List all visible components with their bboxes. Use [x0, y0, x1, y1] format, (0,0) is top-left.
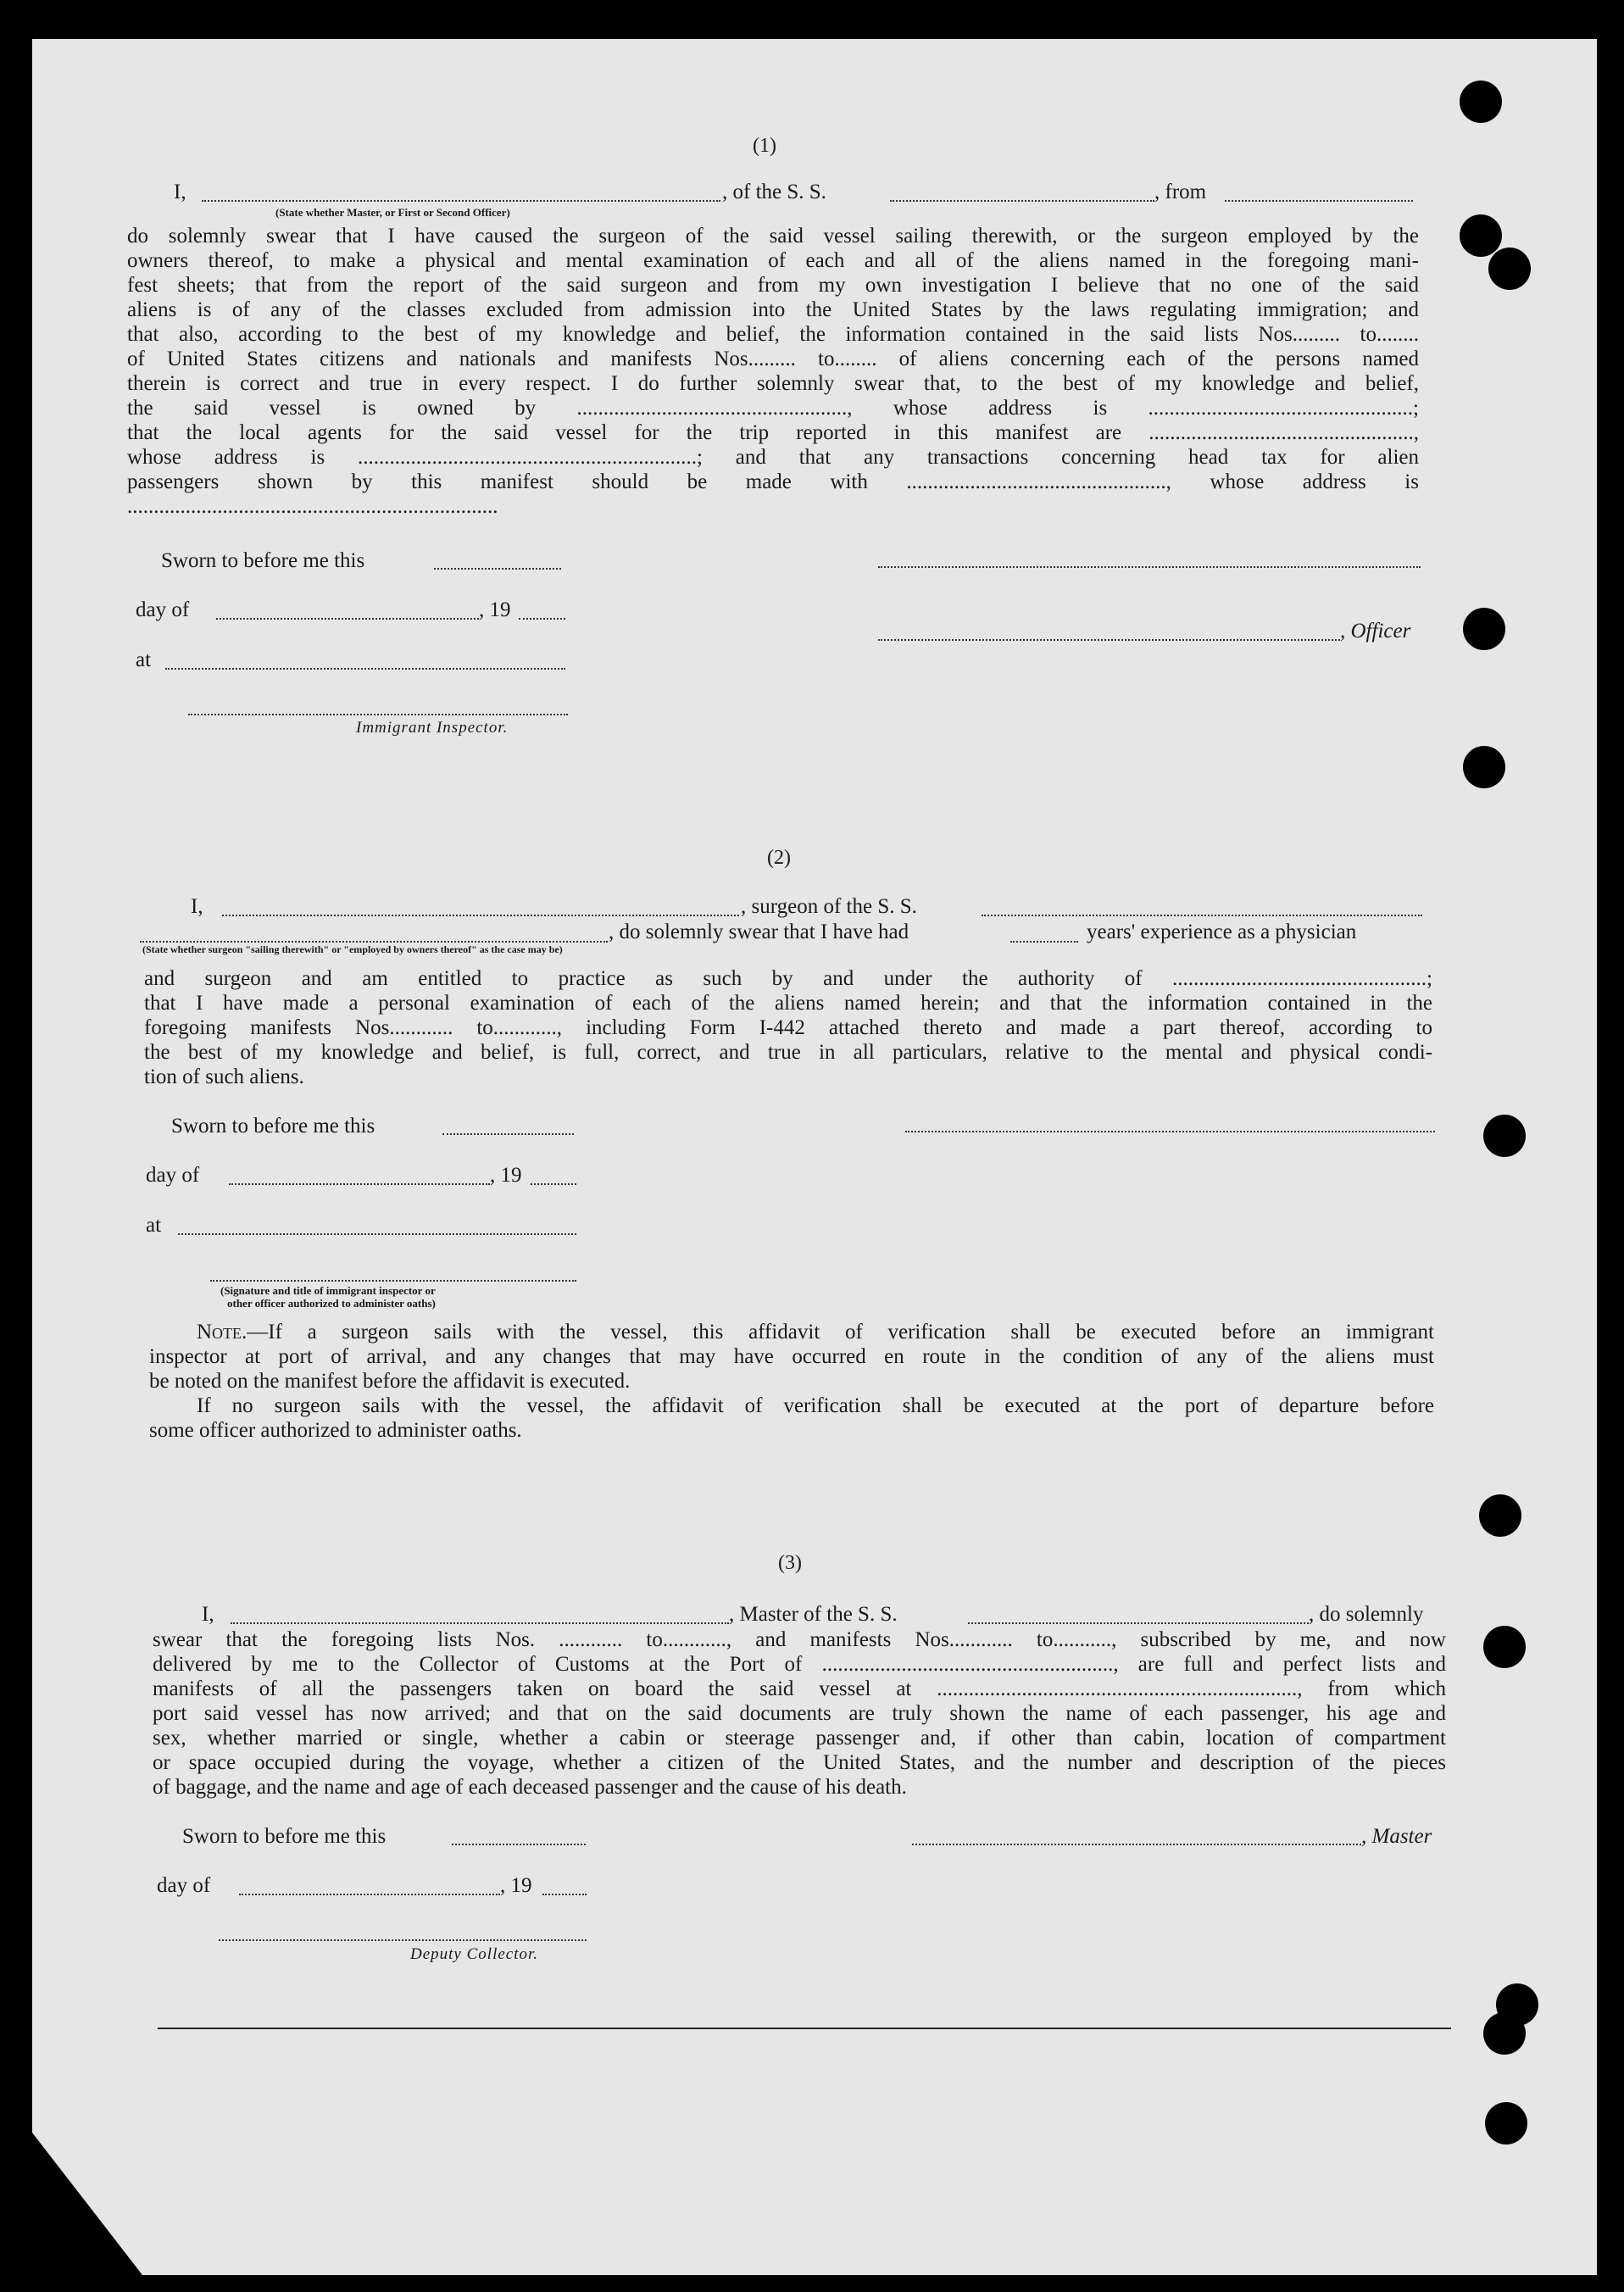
s2-surgeon-label: , surgeon of the S. S.: [741, 895, 917, 918]
s2-note-line: be noted on the manifest before the affidavit is executed.: [149, 1370, 631, 1393]
s2-note-line-1: [197, 1320, 1434, 1344]
s1-para-line: owners thereof, to make a physical and mental examination of each and all of the aliens named in the foregoing mani-: [127, 249, 1419, 272]
s2-year-label: , 19: [490, 1164, 522, 1187]
s2-inspector-signature-line[interactable]: [210, 1280, 576, 1282]
s2-note2-line: If no surgeon sails with the vessel, the affidavit of verification shall be executed at the port of departure before: [197, 1394, 1434, 1417]
punch-hole: [1463, 608, 1505, 650]
section-1-number: (1): [753, 135, 776, 157]
s3-master-sig-label: , Master: [1361, 1825, 1432, 1848]
s1-year-label: , 19: [479, 598, 511, 621]
s1-inspector-label: Immigrant Inspector.: [356, 719, 509, 737]
s2-sworn-label: Sworn to before me this: [171, 1115, 375, 1138]
s2-day-field[interactable]: [229, 1183, 490, 1185]
s3-para-line: port said vessel has now arrived; and that on the said documents are truly shown the name of each passenger, his age and: [153, 1702, 1446, 1725]
s2-note-line: inspector at port of arrival, and any changes that may have occurred en route in the condition of any of the aliens must: [149, 1345, 1434, 1368]
s2-para-line: the best of my knowledge and belief, is full, correct, and true in all particulars, relative to the mental and physical condi-: [144, 1041, 1432, 1064]
s1-sworn-date-field[interactable]: [434, 568, 561, 570]
s2-years-label: years' experience as a physician: [1087, 921, 1357, 943]
s2-at-label: at: [146, 1214, 162, 1237]
s1-at-label: at: [136, 648, 152, 671]
punch-hole: [1460, 214, 1502, 257]
s2-caption-surgeon: (State whether surgeon "sailing therewith" or "employed by owners thereof" as the case may be): [142, 943, 563, 955]
s3-para-line: delivered by me to the Collector of Customs at the Port of ......................................................., are full and perfect lists and: [153, 1653, 1446, 1676]
s1-para-line: aliens is of any of the classes excluded from admission into the United States by the laws regulating immigration; and: [127, 298, 1419, 321]
s1-day-of-label: day of: [136, 598, 190, 621]
s3-para-line: or space occupied during the voyage, whether a citizen of the United States, and the number and description of the pieces: [153, 1751, 1446, 1774]
s1-ship-name-field[interactable]: [890, 200, 1154, 202]
s2-surgeon-name-field[interactable]: [222, 915, 739, 916]
s3-master-name-field[interactable]: [231, 1622, 729, 1624]
s3-sworn-label: Sworn to before me this: [182, 1825, 387, 1848]
s1-i-label: I,: [174, 181, 186, 203]
s2-sworn-date-field[interactable]: [442, 1133, 574, 1135]
s1-from-label: , from: [1154, 181, 1207, 203]
s1-inspector-signature-line[interactable]: [188, 714, 568, 715]
s2-surgeon-signature-line[interactable]: [905, 1131, 1435, 1132]
s1-from-field[interactable]: [1225, 200, 1413, 202]
punch-hole: [1488, 248, 1531, 290]
punch-hole: [1483, 1115, 1526, 1157]
s2-note2-line: some officer authorized to administer oaths.: [149, 1419, 522, 1442]
punch-hole: [1460, 81, 1502, 123]
punch-hole: [1485, 2102, 1527, 2145]
s1-caption-master: (State whether Master, or First or Second Officer): [275, 206, 510, 219]
s1-at-field[interactable]: [165, 668, 565, 670]
s3-ship-name-field[interactable]: [968, 1622, 1309, 1624]
punch-hole: [1483, 1626, 1526, 1668]
s1-para-line: that the local agents for the said vessel for the trip reported in this manifest are ..................................................,: [127, 421, 1419, 444]
s2-para-line: tion of such aliens.: [144, 1065, 304, 1088]
s1-para-line: fest sheets; that from the report of the said surgeon and from my own investigation I believe that no one of the said: [127, 274, 1419, 297]
s2-ship-name-field[interactable]: [982, 915, 1422, 916]
s3-year-label: , 19: [500, 1874, 532, 1897]
s3-para-line: of baggage, and the name and age of each deceased passenger and the cause of his death.: [153, 1776, 907, 1799]
s1-para-line: of United States citizens and nationals and manifests Nos......... to........ of aliens concerning each of the persons named: [127, 348, 1419, 370]
s1-para-line: do solemnly swear that I have caused the surgeon of the said vessel sailing therewith, or the surgeon employed by the: [127, 225, 1419, 248]
s3-year-field[interactable]: [542, 1894, 587, 1895]
s1-para-line: the said vessel is owned by ..................................................., whose address is ..................................................;: [127, 397, 1419, 420]
bottom-rule: [158, 2028, 1451, 2029]
s3-swear-label: , do solemnly: [1309, 1603, 1424, 1626]
s3-deputy-label: Deputy Collector.: [410, 1945, 539, 1963]
s3-para-line: sex, whether married or single, whether a cabin or steerage passenger and, if other than cabin, location of compartment: [153, 1727, 1446, 1750]
s2-note-label: Note.: [197, 1321, 247, 1343]
s2-i-label: I,: [191, 895, 203, 918]
s2-sig-caption-2: other officer authorized to administer oaths): [227, 1297, 436, 1310]
s1-para-line: passengers shown by this manifest should be made with ................................................., whose address is: [127, 470, 1419, 493]
s3-day-of-label: day of: [157, 1874, 211, 1897]
s1-para-line: ......................................................................: [127, 495, 498, 518]
s1-day-field[interactable]: [216, 618, 479, 620]
s2-at-field[interactable]: [178, 1233, 576, 1235]
s1-officer-signature-line-2[interactable]: [878, 639, 1340, 641]
punch-hole: [1483, 2012, 1526, 2055]
s3-sworn-date-field[interactable]: [452, 1844, 586, 1845]
s1-officer-label: , Officer: [1340, 620, 1411, 643]
s3-master-signature-line[interactable]: [912, 1844, 1361, 1845]
s1-para-line: that also, according to the best of my knowledge and belief, the information contained in the said lists Nos......... to........: [127, 323, 1419, 346]
s3-i-label: I,: [202, 1603, 214, 1626]
punch-hole: [1479, 1494, 1521, 1537]
s2-years-field[interactable]: [1010, 941, 1078, 943]
s3-para-line: manifests of all the passengers taken on board the said vessel at ...................................................................., from which: [153, 1677, 1446, 1700]
section-2-number: (2): [767, 847, 791, 869]
s2-note-text: —If a surgeon sails with the vessel, this affidavit of verification shall be executed before an immigrant: [247, 1321, 1434, 1343]
s2-surgeon-status-field[interactable]: [140, 941, 608, 943]
s1-year-field[interactable]: [519, 618, 565, 620]
s2-para-line: and surgeon and am entitled to practice as such by and under the authority of ................................................;: [144, 967, 1432, 990]
s2-para-line: that I have made a personal examination of each of the aliens named herein; and that the information contained in the: [144, 992, 1432, 1015]
s2-swear-label: , do solemnly swear that I have had: [609, 921, 909, 943]
s3-master-label: , Master of the S. S.: [729, 1603, 898, 1626]
s2-para-line: foregoing manifests Nos............ to............, including Form I-442 attached thereto and made a part thereof, according to: [144, 1016, 1432, 1039]
s1-para-line: whose address is ................................................................; and that any transactions concerning head tax for alien: [127, 446, 1419, 469]
s1-para-line: therein is correct and true in every respect. I do further solemnly swear that, to the best of my knowledge and belief,: [127, 372, 1419, 395]
s3-para-line: swear that the foregoing lists Nos. ............ to............, and manifests Nos............ to..........., subscribed by me, and now: [153, 1628, 1446, 1651]
s1-of-ss-label: , of the S. S.: [722, 181, 826, 203]
s1-officer-signature-line-1[interactable]: [878, 566, 1421, 568]
punch-hole: [1463, 746, 1505, 788]
s3-deputy-signature-line[interactable]: [219, 1939, 587, 1941]
section-3-number: (3): [778, 1552, 802, 1574]
s2-sig-caption-1: (Signature and title of immigrant inspector or: [220, 1284, 436, 1297]
s2-year-field[interactable]: [531, 1183, 576, 1185]
s3-day-field[interactable]: [239, 1894, 500, 1895]
s1-officer-name-field[interactable]: [202, 200, 720, 202]
s2-day-of-label: day of: [146, 1164, 200, 1187]
s1-sworn-label: Sworn to before me this: [161, 549, 365, 572]
